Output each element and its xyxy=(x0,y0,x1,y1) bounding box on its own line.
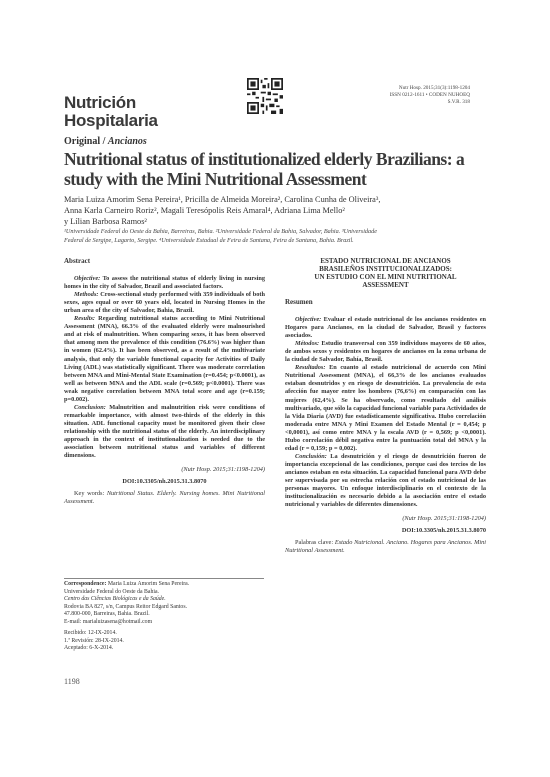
conclusion-text: Malnutrition and malnutrition risk were conditions of remarkable importance, with almost two-thirds of the elderly in this situation. ADL functional capacity must be monitored given their close relationship with the nutritional status of the elderly. An interdisciplinary approach in the context of institutionalization is needed due to the association between nutritional status and variables of different dimensions. xyxy=(64,403,265,460)
abstract-section xyxy=(64,257,265,506)
methods-text: Estudio transversal con 359 individuos mayores de 60 años, de ambos sexos y residentes en hogares de ancianos en la zona urbana de la ciudad de Salvador, Bahía, Brasil. xyxy=(285,340,486,364)
abstract-results xyxy=(64,315,265,404)
resumen-objective xyxy=(285,316,486,340)
resumen-title-line: BRASILEÑOS INSTITUCIONALIZADOS: xyxy=(319,265,452,273)
journal-citation: Nutr Hosp. 2015;31(3):1198-1204 xyxy=(398,85,470,91)
resumen-title-line: ESTADO NUTRICIONAL DE ANCIANOS xyxy=(320,257,451,265)
conclusion-label: Conclusión: xyxy=(295,452,327,460)
conclusion-label: Conclusion: xyxy=(74,403,106,411)
keywords-label: Key words: xyxy=(74,490,105,498)
section-separator: / xyxy=(100,136,108,147)
abstract-conclusion xyxy=(64,404,265,460)
section-type: Original xyxy=(64,136,101,147)
affiliation-line: Federal de Sergipe, Lagarto, Sergipe. ⁴Universidade Estadual de Feira de Santana, Feira de Santana, Bahia. Brazil. xyxy=(64,237,354,244)
resumen-title-line: UN ESTUDIO CON EL MINI NUTRITIONAL xyxy=(314,273,457,281)
affiliations xyxy=(64,227,484,245)
results-text: Regarding nutritional status according to Mini Nutritional Assessment (MNA), 66.3% of the evaluated elderly were malnourished and at risk of malnutrition. When comparing sexes, it has been observed that among men the prevalence of this condition (76.6%) was higher than in women (62.4%). It has been observed, as a result of the multivariate analysis, that only the variable functional capacity for Activities of Daily Living (ADL) was statistically significant. There was moderate correlation between MNA and Mini-Mental State Examination (r=0.454; p<0.0001), as well as between MNA and the ADL scale (r=0.569; p<0.0001). There was weak negative correlation between MNA total score and age (r=0.159; p=0.002). xyxy=(64,315,265,403)
correspondence-label: Correspondence: xyxy=(64,581,107,587)
conclusion-text: La desnutrición y el riesgo de desnutrición fueron de importancia excepcional de las condiciones, porque casi dos tercios de los ancianos estaban en esta situación. La capacidad funcional para AVD debe ser supervisada por su estrecha relación con el estado nutricional de las personas mayores. Un enfoque interdisciplinario en el contexto de la institucionalización es necesario debido a la asociación entre el estado nutricional y variables de diferentes dimensiones. xyxy=(285,452,486,509)
results-text: En cuanto al estado nutricional de acuerdo con Mini Nutritional Assessment (MNA), el 66,3% de los ancianos evaluados estaban desnutridos y en riesgo de desnutrición. La prevalencia de esta afección fue mayor entre los hombres (76,6%) en comparación con las mujeres (62,4%). Se ha observado, como resultado del análisis multivariado, que sólo la capacidad funcional variable para Actividades de la Vida Diaria (AVD) fue estadísticamente significativa. Hubo correlación moderada entre MNA y Mini Examen del Estado Mental (r = 0,454; p <0,0001), así como entre MNA y la escala AVD (r = 0,569; p <0,0001). Hubo correlación débil negativa entre la puntuación total del MNA y la edad (r = 0,159; p = 0,002). xyxy=(285,364,486,452)
keywords-text: Estado Nutricional. Anciano. Hogares para Ancianos. Mini Nutritional Assessment. xyxy=(285,539,486,555)
article-title: Nutritional status of institutionalized elderly Brazilians: a study with the Mini Nutritional Assessment xyxy=(64,149,465,189)
footnote-divider xyxy=(64,578,264,579)
resumen-methods xyxy=(285,340,486,364)
results-label: Results: xyxy=(74,315,95,323)
resumen-heading: Resumen xyxy=(285,298,313,306)
authors-line: Maria Luiza Amorim Sena Pereira¹, Pricilla de Almeida Moreira², Carolina Cunha de Oliveira³, xyxy=(64,195,381,204)
received-date: Recibido: 12-IX-2014. xyxy=(64,630,117,636)
objective-label: Objective: xyxy=(295,316,322,324)
journal-svr: S.V.R. 318 xyxy=(447,99,470,105)
correspondence-line: Rodovia BA 827, s/n, Campus Reitor Edgard Santos. xyxy=(64,603,188,610)
journal-logo-line1: Nutrición xyxy=(64,93,136,112)
journal-info xyxy=(360,85,470,106)
abstract-keywords xyxy=(64,490,265,506)
objective-text: To assess the nutritional status of elderly living in nursing homes in the city of Salvador, Brazil and associated factors. xyxy=(64,275,265,291)
keywords-label: Palabras clave: xyxy=(295,539,334,547)
abstract-objective xyxy=(64,275,265,291)
resumen-title xyxy=(285,257,486,289)
authors-line: y Lílian Barbosa Ramos² xyxy=(64,217,147,226)
qr-code-icon xyxy=(247,78,283,114)
results-label: Resultados: xyxy=(295,364,326,372)
methods-label: Methods: xyxy=(74,291,99,299)
resumen-keywords xyxy=(285,539,486,555)
correspondence-line: 47.800-000, Barreiras, Bahia. Brazil. xyxy=(64,611,150,617)
correspondence-author: Maria Luiza Amorim Sena Pereira. xyxy=(106,581,190,587)
objective-text: Evaluar el estado nutricional de los ancianos residentes en Hogares para Ancianos, en la ciudad de Salvador, Brasil y factores asociados. xyxy=(285,316,486,340)
resumen-title-line: ASSESSMENT xyxy=(362,281,409,289)
methods-label: Métodos: xyxy=(295,340,320,348)
affiliation-line: ¹Universidade Federal do Oeste da Bahia, Barreiras, Bahia. ²Universidade Federal da Bahia, Salvador, Bahia. ³Universidade xyxy=(64,228,377,235)
revision-date: 1.ª Revisión: 28-IX-2014. xyxy=(64,637,124,644)
resumen-section xyxy=(285,257,486,555)
methods-text: Cross-sectional study performed with 359 individuals of both sexes, ages equal or over 60 years old, located in Nursing Homes in the urban area of the city of Salvador, Bahia, Brazil. xyxy=(64,291,265,315)
correspondence-email: E-mail: marialuizasena@hotmail.com xyxy=(64,618,153,625)
journal-issn: ISSN 0212-1611 • CODEN NUHOEQ xyxy=(389,92,470,98)
author-list xyxy=(64,194,484,227)
section-label xyxy=(64,136,147,147)
correspondence-name xyxy=(64,581,264,589)
resumen-doi: DOI:10.3305/nh.2015.31.3.8070 xyxy=(401,527,486,535)
abstract-citation: (Nutr Hosp. 2015;31:1198-1204) xyxy=(181,466,265,474)
correspondence-line: Centro das Ciências Biológicas e da Saúde. xyxy=(64,596,166,602)
authors-line: Anna Karla Carneiro Roriz², Magali Teresópolis Reis Amaral⁴, Adriana Lima Mello² xyxy=(64,206,345,215)
objective-label: Objective: xyxy=(74,275,101,283)
accepted-date: Aceptado: 6-X-2014. xyxy=(64,645,114,651)
resumen-citation: (Nutr Hosp. 2015;31:1198-1204) xyxy=(402,515,486,523)
correspondence-block xyxy=(64,581,264,653)
abstract-methods xyxy=(64,291,265,315)
page-number: 1198 xyxy=(64,677,80,686)
keywords-text: Nutritional Status. Elderly. Nursing homes. Mini Nutritional Assessment. xyxy=(64,490,265,506)
journal-logo-line2: Hospitalaria xyxy=(64,111,158,130)
abstract-heading: Abstract xyxy=(64,257,91,265)
section-topic: Ancianos xyxy=(107,136,147,147)
resumen-results xyxy=(285,364,486,453)
resumen-conclusion xyxy=(285,453,486,509)
abstract-doi: DOI:10.3305/nh.2015.31.3.8070 xyxy=(122,478,207,486)
correspondence-line: Universidade Federal do Oeste da Bahia. xyxy=(64,588,159,595)
